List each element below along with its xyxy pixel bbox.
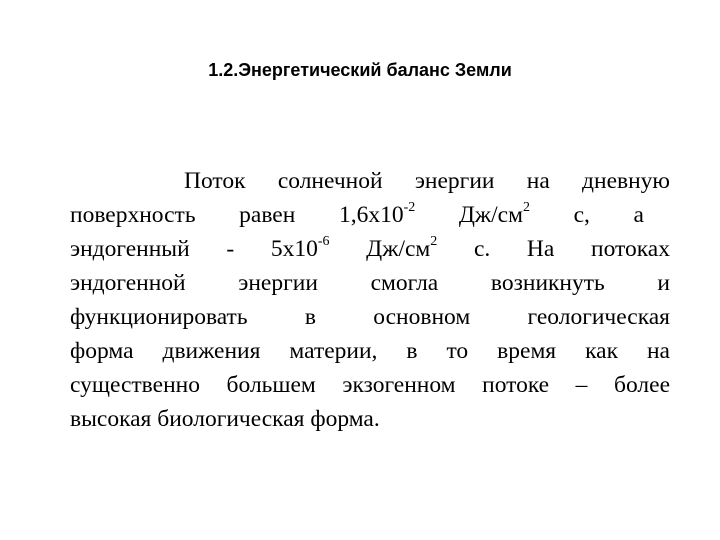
text-segment: с. На потоках xyxy=(437,236,670,262)
paragraph-line-5: функционировать в основном геологическая xyxy=(70,304,670,330)
text-segment: поверхность равен 1,6х10 xyxy=(70,202,404,228)
paragraph-line-3 xyxy=(70,232,670,266)
slide-title: 1.2.Энергетический баланс Земли xyxy=(208,60,512,80)
paragraph-line-7: существенно большем экзогенном потоке – более xyxy=(70,372,670,398)
paragraph-line-8: высокая биологическая форма. xyxy=(70,406,380,432)
exponent: 2 xyxy=(522,200,530,216)
body-paragraph xyxy=(70,164,670,436)
exponent: 2 xyxy=(430,234,438,250)
text-segment: Дж/см xyxy=(329,236,431,262)
text-segment: с, а xyxy=(529,202,644,228)
text-segment: эндогенный - 5х10 xyxy=(70,236,318,262)
text-segment: Дж/см xyxy=(415,202,523,228)
exponent: -2 xyxy=(403,200,416,216)
paragraph-line-4: эндогенной энергии смогла возникнуть и xyxy=(70,270,670,296)
paragraph-line-1: Поток солнечной энергии на дневную xyxy=(184,168,670,194)
paragraph-line-6: форма движения материи, в то время как на xyxy=(70,338,670,364)
exponent: -6 xyxy=(317,234,330,250)
paragraph-line-2 xyxy=(70,198,670,232)
